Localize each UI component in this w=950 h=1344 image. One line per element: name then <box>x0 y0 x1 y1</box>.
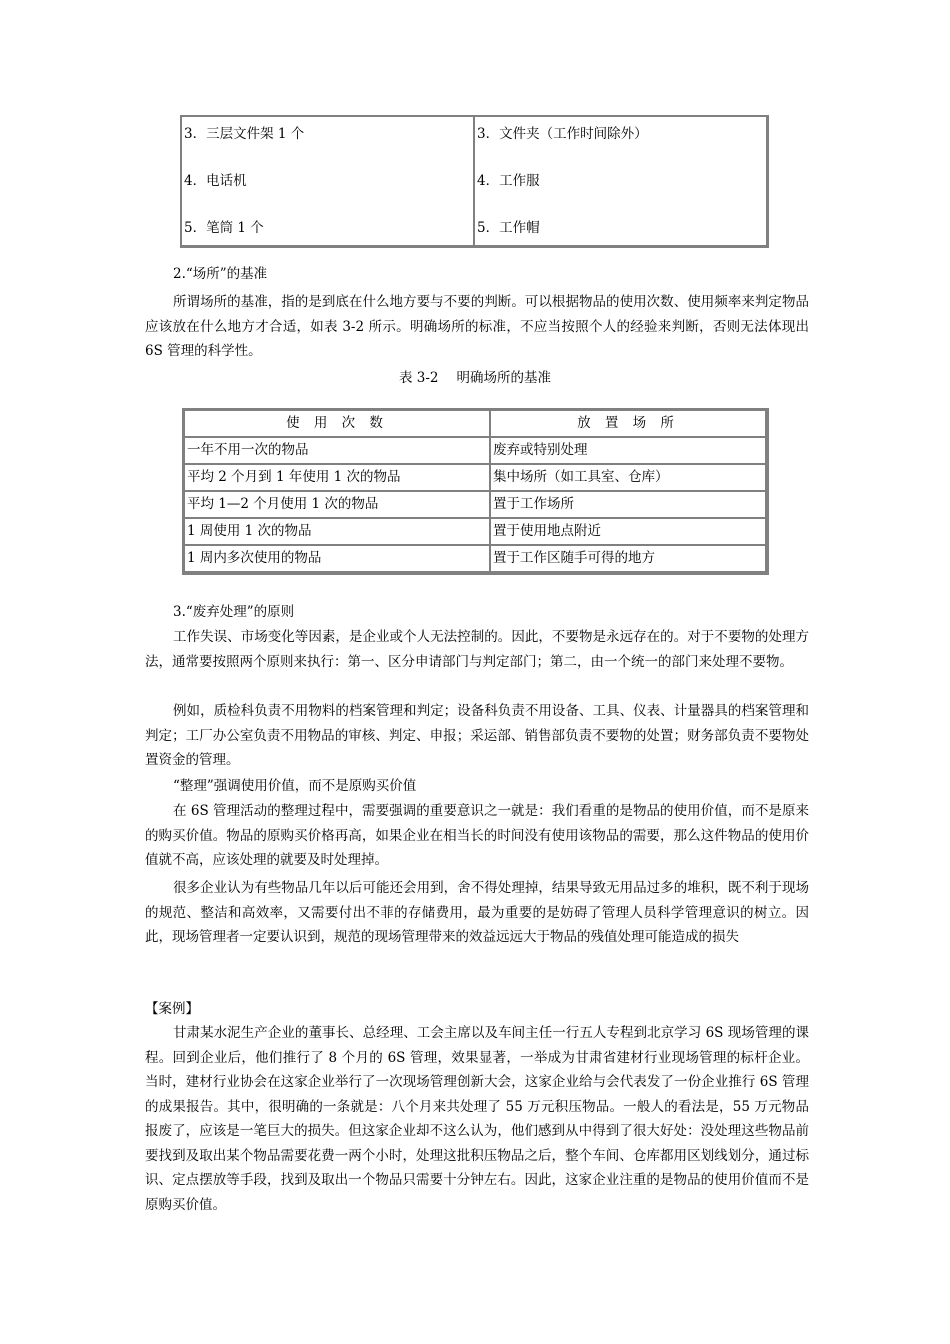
table-cell: 置于工作区随手可得的地方 <box>490 545 766 572</box>
section-3-paragraph-4: 很多企业认为有些物品几年以后可能还会用到，舍不得处理掉，结果导致无用品过多的堆积，既不利于现场的规范、整洁和高效率，又需要付出不菲的存储费用，最为重要的是妨碍了管理人员科学管理意识的树立。因此，现场管理者一定要认识到，规范的现场管理带来的效益远远大于物品的残值处理可能造成的损失 <box>145 880 809 945</box>
table-cell: 3．三层文件架 1 个 <box>184 126 305 142</box>
table-cell: 4．工作服 <box>477 173 540 189</box>
table-caption <box>0 367 950 389</box>
table-cell: 1 周内多次使用的物品 <box>184 545 490 572</box>
table-cell: 平均 1—2 个月使用 1 次的物品 <box>184 491 490 518</box>
table-caption-number: 表 3-2 <box>398 370 439 386</box>
items-table-continued <box>180 115 769 248</box>
case-label: 【案例】 <box>145 1001 199 1017</box>
case-paragraph: 甘肃某水泥生产企业的董事长、总经理、工会主席以及车间主任一行五人专程到北京学习 6S 现场管理的课程。回到企业后，他们推行了 8 个月的 6S 管理，效果显著，一举成为甘肃省建材行业现场管理的标杆企业。当时，建材行业协会在这家企业举行了一次现场管理创新大会，这家企业给与会代表发了一份企业推行 6S 管理的成果报告。其中，很明确的一条就是：八个月来共处理了 55 万元积压物品。一般人的看法是，55 万元物品报废了，应该是一笔巨大的损失。但这家企业却不这么认为，他们感到从中得到了很大好处：没处理这些物品前要找到及取出某个物品需要花费一两个小时，处理这批积压物品之后，整个车间、仓库都用区划线划分，通过标识、定点摆放等手段，找到及取出一个物品只需要十分钟左右。因此，这家企业注重的是物品的使用价值而不是原购买价值。 <box>145 1025 809 1213</box>
table-row <box>184 518 766 545</box>
table-header-row <box>184 410 766 437</box>
column-header-usage: 使 用 次 数 <box>184 410 490 437</box>
section-3-paragraph-1: 工作失误、市场变化等因素，是企业或个人无法控制的。因此，不要物是永远存在的。对于不要物的处理方法，通常要按照两个原则来执行：第一、区分申请部门与判定部门；第二，由一个统一的部门来处理不要物。 <box>145 629 809 670</box>
table-cell: 废弃或特别处理 <box>490 437 766 464</box>
section-3-paragraph-2: 例如，质检科负责不用物料的档案管理和判定；设备科负责不用设备、工具、仪表、计量器具的档案管理和判定；工厂办公室负责不用物品的审核、判定、申报；采运部、销售部负责不要物的处置；财务部负责不要物处置资金的管理。 <box>145 703 809 768</box>
table-cell: 4．电话机 <box>184 173 247 189</box>
table-cell: 集中场所（如工具室、仓库） <box>490 464 766 491</box>
section-3-heading: 3.“废弃处理”的原则 <box>173 604 295 620</box>
section-3-subheading: “整理”强调使用价值，而不是原购买价值 <box>173 778 417 794</box>
table-caption-title: 明确场所的基准 <box>456 370 552 386</box>
table-row <box>184 437 766 464</box>
section-2-heading: 2.“场所”的基准 <box>173 266 268 282</box>
table-cell: 平均 2 个月到 1 年使用 1 次的物品 <box>184 464 490 491</box>
table-cell: 置于工作场所 <box>490 491 766 518</box>
placement-criteria-table <box>182 408 769 575</box>
section-3-paragraph-3: 在 6S 管理活动的整理过程中，需要强调的重要意识之一就是：我们看重的是物品的使用价值，而不是原来的购买价值。物品的原购买价格再高，如果企业在相当长的时间没有使用该物品的需要，那么这件物品的使用价值就不高，应该处理的就要及时处理掉。 <box>145 803 809 868</box>
table-cell: 1 周使用 1 次的物品 <box>184 518 490 545</box>
section-2-paragraph: 所谓场所的基准，指的是到底在什么地方要与不要的判断。可以根据物品的使用次数、使用频率来判定物品应该放在什么地方才合适，如表 3-2 所示。明确场所的标准，不应当按照个人的经验来判断，否则无法体现出 6S 管理的科学性。 <box>145 294 809 359</box>
table-cell: 置于使用地点附近 <box>490 518 766 545</box>
table-cell: 5．工作帽 <box>477 220 540 236</box>
column-header-location: 放 置 场 所 <box>490 410 766 437</box>
items-table-right-column <box>474 117 766 245</box>
table-cell: 3．文件夹（工作时间除外） <box>477 126 648 142</box>
table-row <box>184 491 766 518</box>
table-row <box>184 464 766 491</box>
table-row <box>184 545 766 572</box>
table-cell: 5．笔筒 1 个 <box>184 220 264 236</box>
table-cell: 一年不用一次的物品 <box>184 437 490 464</box>
items-table-left-column <box>182 117 474 245</box>
